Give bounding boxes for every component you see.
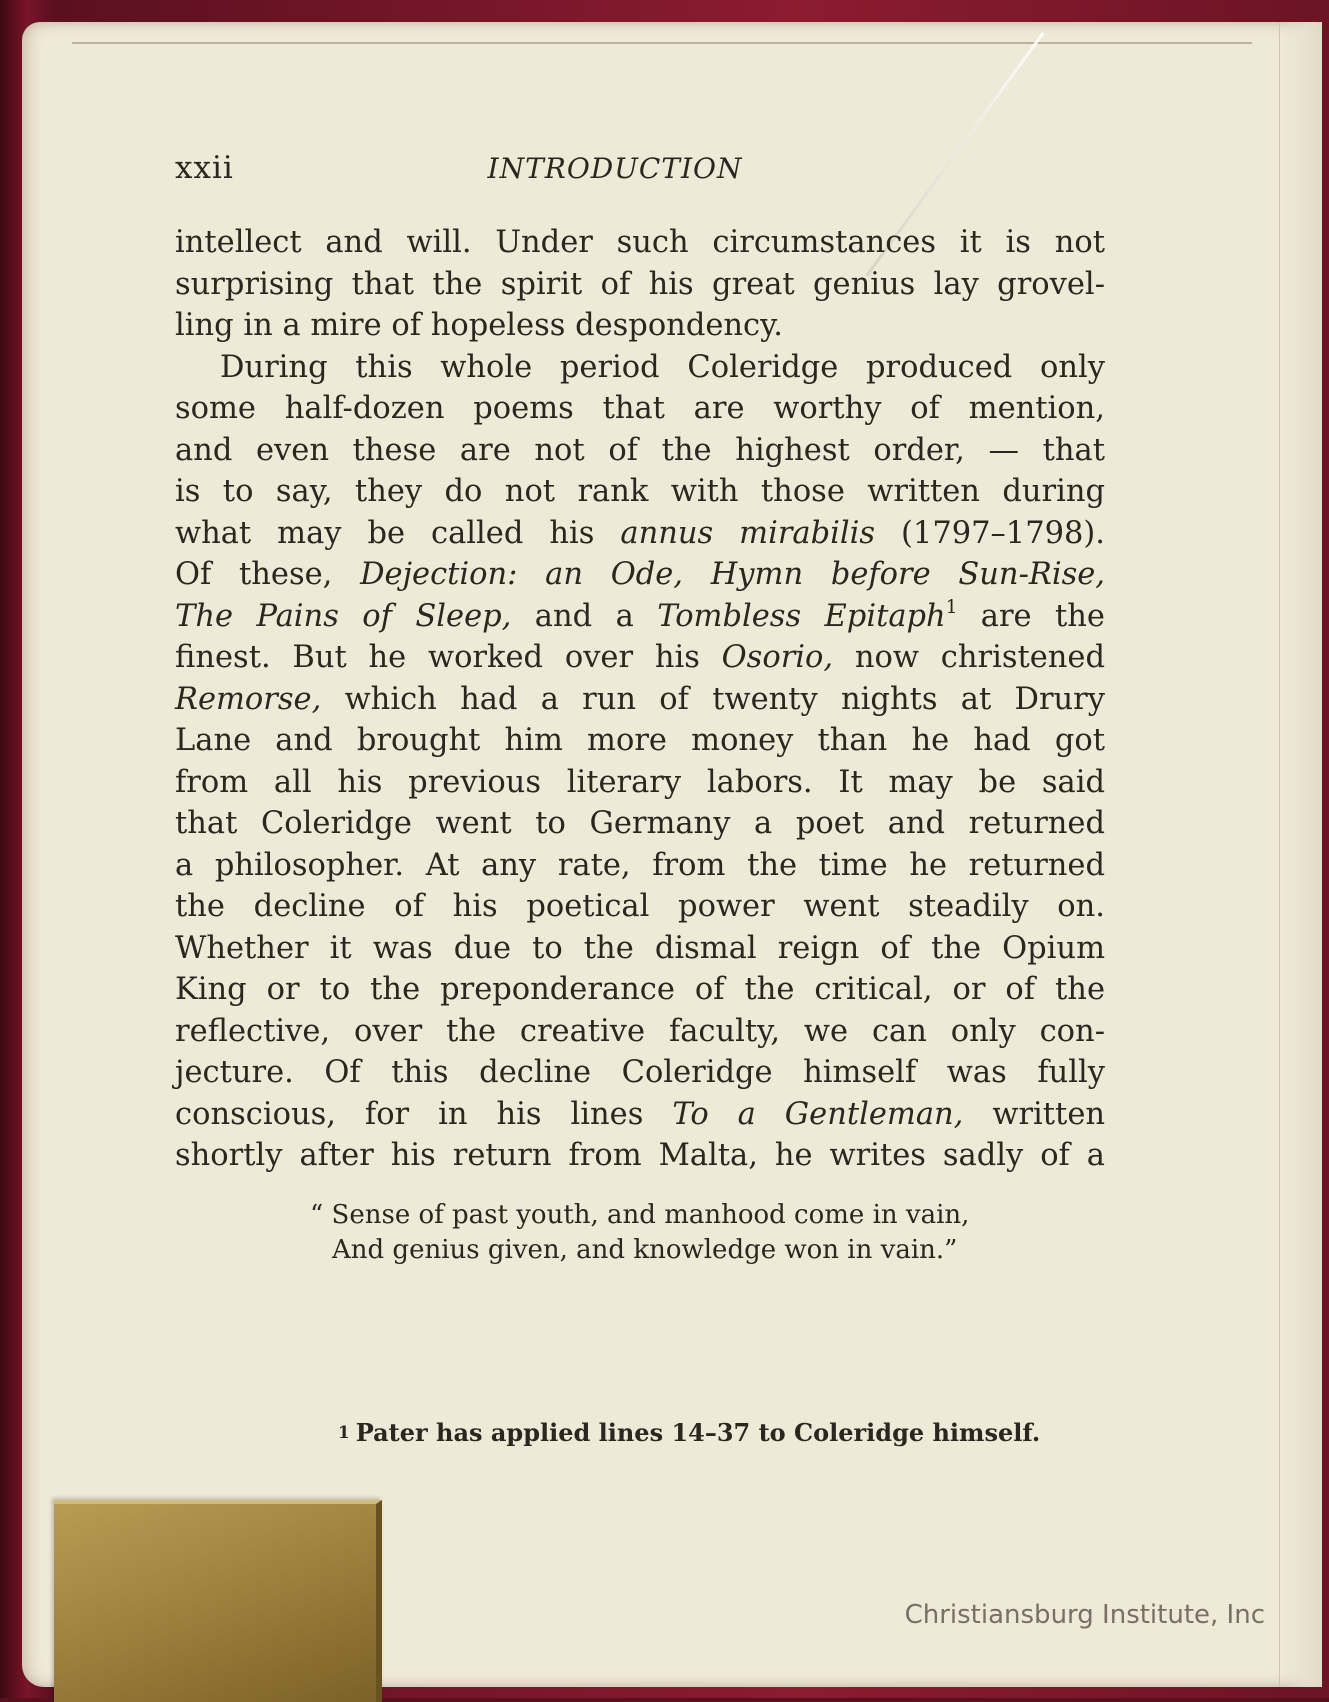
- footnote: [338, 1418, 1098, 1447]
- footnote-text: Pater has applied lines 14–37 to Coleridge himself.: [355, 1418, 1041, 1447]
- footnote-ref: 1: [945, 596, 958, 618]
- text-line: Lane and brought him more money than he had got: [175, 723, 1105, 758]
- text-run: finest. But he worked over his: [175, 640, 700, 675]
- italic-title: Dejection: an Ode, Hymn before Sun-Rise,: [360, 557, 1105, 592]
- text-run: and a: [534, 598, 634, 634]
- text-line: [175, 513, 1105, 555]
- text-run: are the: [980, 598, 1105, 634]
- text-line: shortly after his return from Malta, he writes sadly of a: [175, 1138, 1105, 1173]
- text-line: intellect and will. Under such circumstances it is not: [175, 225, 1105, 260]
- body-text: [175, 222, 1105, 1177]
- verse-quotation: [310, 1198, 1070, 1268]
- text-line: that Coleridge went to Germany a poet and returned: [175, 806, 1105, 841]
- text-line: reflective, over the creative faculty, we can only con-: [175, 1013, 1105, 1049]
- italic-title: To a Gentleman,: [672, 1096, 964, 1132]
- text-run: now christened: [854, 640, 1105, 675]
- text-line: [175, 679, 1105, 721]
- text-run: Of these,: [175, 557, 333, 592]
- italic-title: annus mirabilis: [620, 515, 876, 551]
- text-line: King or to the preponderance of the critical, or of the: [175, 972, 1105, 1007]
- text-run: written: [992, 1096, 1106, 1132]
- text-line: ling in a mire of hopeless despondency.: [175, 308, 784, 343]
- italic-title: Tombless Epitaph: [657, 598, 946, 634]
- text-line: jecture. Of this decline Coleridge himself was fully: [175, 1055, 1105, 1090]
- page-number: xxii: [175, 150, 234, 186]
- footnote-marker: 1: [338, 1421, 350, 1442]
- italic-title: The Pains of Sleep,: [175, 598, 512, 634]
- page-edge: [1279, 22, 1322, 1687]
- page-top-edge: [72, 42, 1252, 44]
- running-head: INTRODUCTION: [487, 152, 743, 185]
- text-run: (1797–1798).: [901, 515, 1105, 551]
- text-line: some half-dozen poems that are worthy of mention,: [175, 391, 1105, 426]
- text-line: and even these are not of the highest order, — that: [175, 432, 1105, 468]
- text-line: [175, 1094, 1105, 1136]
- text-line: is to say, they do not rank with those written during: [175, 474, 1105, 509]
- text-line: [175, 554, 1105, 596]
- watermark: Christiansburg Institute, Inc: [904, 1600, 1265, 1630]
- italic-title: Osorio,: [721, 640, 834, 675]
- text-run: conscious, for in his lines: [175, 1096, 644, 1132]
- quote-line: “ Sense of past youth, and manhood come in vain,: [310, 1200, 970, 1230]
- page-header: [175, 150, 1105, 200]
- text-line: [175, 637, 1105, 679]
- text-line: [175, 596, 1105, 638]
- text-line: Whether it was due to the dismal reign of the Opium: [175, 930, 1105, 966]
- text-line: from all his previous literary labors. It may be said: [175, 764, 1105, 800]
- text-line: surprising that the spirit of his great genius lay grovel-: [175, 266, 1105, 302]
- text-run: which had a run of twenty nights at Drury: [344, 681, 1105, 717]
- text-line: During this whole period Coleridge produced only: [220, 349, 1105, 385]
- brass-page-holder: [54, 1500, 382, 1702]
- text-line: the decline of his poetical power went steadily on.: [175, 889, 1105, 924]
- italic-title: Remorse,: [175, 681, 322, 717]
- text-line: a philosopher. At any rate, from the time he returned: [175, 847, 1105, 883]
- quote-line: And genius given, and knowledge won in vain.”: [332, 1235, 958, 1265]
- text-run: what may be called his: [175, 515, 595, 551]
